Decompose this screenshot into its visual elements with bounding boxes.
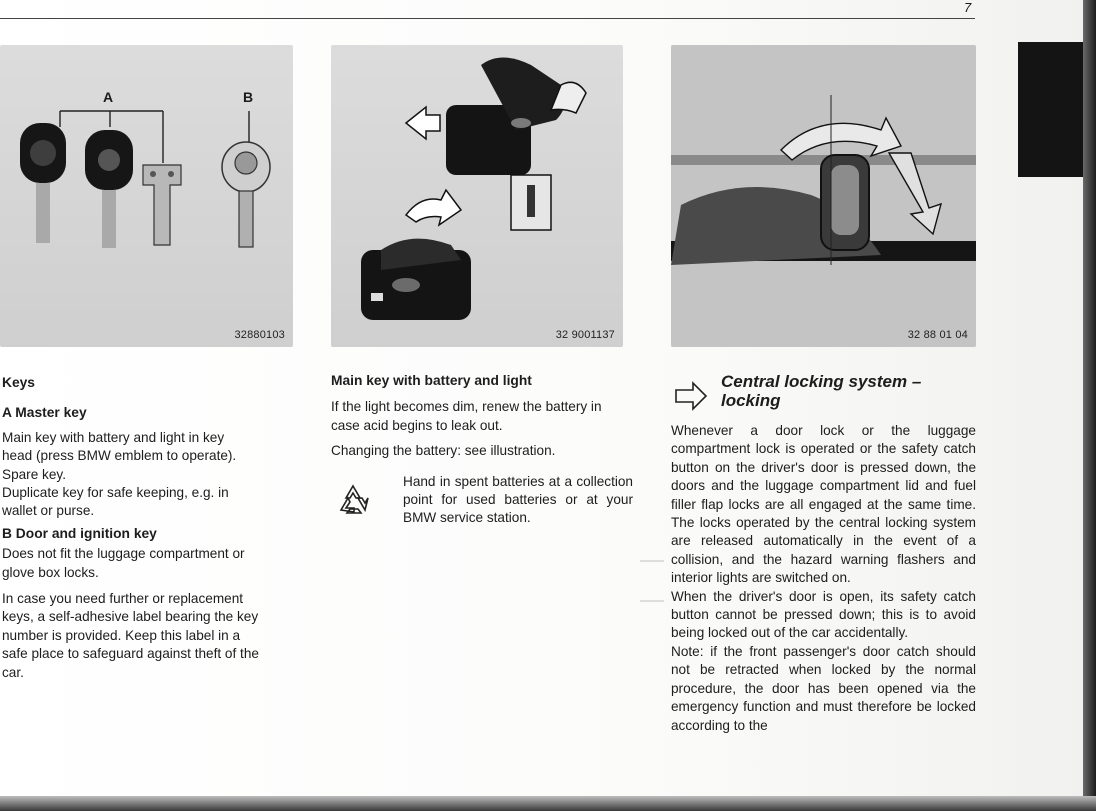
door-key-line-2: glove box locks. [2,564,99,580]
door-key-line-1: Does not fit the luggage compartment or [2,546,245,562]
keys-photo-code: 32880103 [234,329,285,341]
keys-section-title: Keys [2,375,35,390]
spare-key-line-1: In case you need further or replacement [2,591,244,607]
battery-text-column [331,372,633,528]
battery-paragraph-2: Changing the battery: see illustration. [331,443,556,459]
master-key-line-3: Spare key. [2,466,66,482]
battery-photo [331,45,623,347]
key-label-a: A [103,89,114,105]
door-photo-code: 32 88 01 04 [907,329,968,341]
master-key-line-4: Duplicate key for safe keeping, e.g. in [2,485,229,501]
page-edge-bottom [0,796,1096,811]
central-locking-title-line-2: locking [721,391,781,410]
master-key-title: A Master key [2,405,87,421]
door-lock-photo [671,45,976,347]
master-key-line-2: head (press BMW emblem to operate). [2,448,237,464]
master-key-line-1: Main key with battery and light in key [2,429,225,445]
spare-key-line-4: safe place to safeguard against theft of the [2,646,259,662]
central-locking-paragraph-2: When the driver's door is open, its safety catch button cannot be pressed down; this is to avoid being locked out of the car accidentally. [671,588,976,641]
central-locking-paragraph-1: Whenever a door lock or the luggage compartment lock is operated or the safety catch button on the driver's door is pressed down, the doors and the luggage compartment lid and fuel filler flap locks are all engaged at the same time. The locks operated by the central locking system are released automatically in the event of a collision, and the hazard warning flashers and interior lights are switched on. [671,423,976,586]
bleed-through-line [640,560,664,562]
page-edge-right [1083,0,1096,811]
recycle-instruction: Hand in spent batteries at a collection point for used batteries or at your BMW service station. [403,473,633,526]
page-number: 7 [964,0,972,15]
thumb-index-tab [1018,42,1084,177]
central-locking-title [671,372,976,410]
recycle-icon [335,483,371,519]
key-label-b: B [243,89,254,105]
battery-section-title: Main key with battery and light [331,373,532,388]
central-locking-title-line-1: Central locking system – [721,372,922,391]
door-key-title: B Door and ignition key [2,525,157,541]
spare-key-line-2: keys, a self-adhesive label bearing the key [2,609,259,625]
spare-key-line-5: car. [2,664,24,680]
bleed-through-line [640,600,664,602]
top-rule [0,18,975,19]
arrow-right-icon [673,380,709,412]
keys-photo [0,45,293,347]
spare-key-line-3: number is provided. Keep this label in a [2,627,241,643]
central-locking-paragraph-3: Note: if the front passenger's door catch should not be retracted when locked by the normal procedure, the door has been opened via the emergency function and must therefore be locked according to the [671,643,976,733]
master-key-line-5: wallet or purse. [2,503,95,519]
central-locking-column [671,372,976,735]
battery-photo-code: 32 9001137 [555,329,615,341]
battery-paragraph-1: If the light becomes dim, renew the battery in case acid begins to leak out. [331,399,602,433]
keys-text-column [2,374,294,682]
